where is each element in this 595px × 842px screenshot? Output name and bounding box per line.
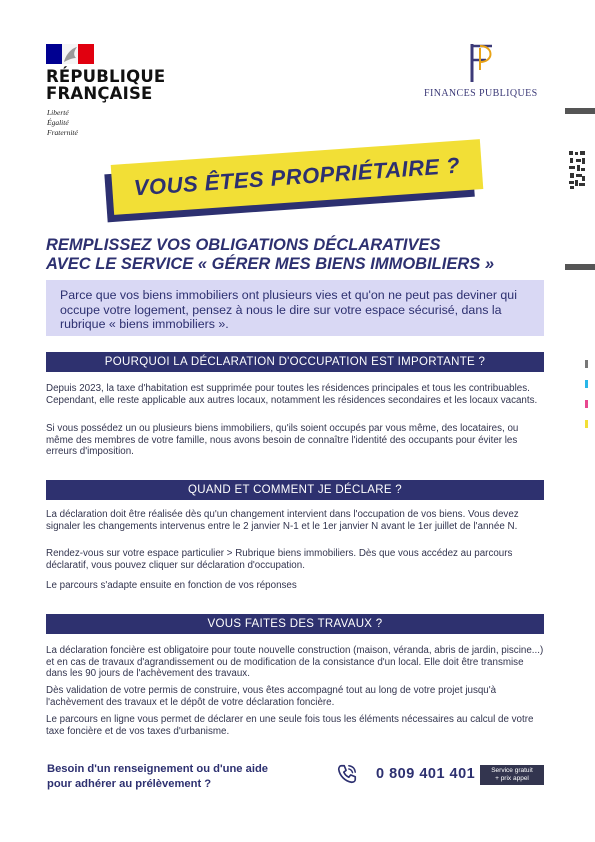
scan-edge-mark-bottom bbox=[565, 264, 595, 270]
section-quand-paragraph-2: Rendez-vous sur votre espace particulier > Rubrique biens immobiliers. Dès que vous accédez au parcours déclaratif, vous pouvez cliquer sur déclaration d'occupation. bbox=[46, 548, 513, 571]
section-title-travaux: VOUS FAITES DES TRAVAUX ? bbox=[46, 614, 544, 634]
rf-line2: FRANÇAISE bbox=[46, 84, 153, 103]
headline-line1: REMPLISSEZ VOS OBLIGATIONS DÉCLARATIVES bbox=[46, 236, 441, 254]
scan-edge-mark-top bbox=[565, 108, 595, 114]
section-title-occupation: POURQUOI LA DÉCLARATION D'OCCUPATION EST IMPORTANTE ? bbox=[46, 352, 544, 372]
section-occupation-paragraph-1: Depuis 2023, la taxe d'habitation est supprimée pour toutes les résidences principales et tous les contribuables. Cependant, elle reste applicable aux autres locaux, notamment les résidences secondaires et les locaux vacants. bbox=[46, 383, 538, 406]
section-occupation-paragraph-2: Si vous possédez un ou plusieurs biens immobiliers, qu'ils soient occupés par vous même, des locataires, ou même des membres de votre famille, nous avons besoin de connaître l'identité des occupants pour éviter les erreurs d'imposition. bbox=[46, 423, 519, 458]
badge-line1: Service gratuit bbox=[491, 767, 533, 774]
marianne-logo-icon bbox=[46, 44, 94, 64]
section-travaux-paragraph-1: La déclaration foncière est obligatoire pour toute nouvelle construction (maison, véranda, abris de jardin, piscine...) et en cas de travaux d'agrandissement ou de modification de la consistance d'un local. Elle doit être transmise dans les 90 jours de l'achèvement des travaux. bbox=[46, 645, 544, 680]
section-travaux-paragraph-2: Dès validation de votre permis de construire, vous êtes accompagné tout au long de votre projet jusqu'à l'achèvement des travaux et le dépôt de votre déclaration foncière. bbox=[46, 685, 497, 708]
section-travaux-paragraph-3: Le parcours en ligne vous permet de déclarer en une seule fois tous les éléments nécessaires au calcul de votre taxe foncière et de vos taxes d'urbanisme. bbox=[46, 714, 534, 737]
rf-motto bbox=[47, 108, 78, 138]
headline bbox=[46, 236, 494, 274]
qr-code-icon bbox=[568, 150, 586, 190]
phone-icon bbox=[336, 763, 358, 785]
contact-line2: pour adhérer au prélèvement ? bbox=[47, 778, 212, 790]
intro-box bbox=[46, 280, 544, 336]
section-quand-paragraph-1: La déclaration doit être réalisée dès qu'un changement intervient dans l'occupation de vos biens. Vous devez signaler les changements intervenus entre le 2 janvier N-1 et le 1er janvier N avant le 1er juillet de l'année N. bbox=[46, 509, 519, 532]
contact-text bbox=[47, 762, 268, 792]
section-quand-paragraph-3: Le parcours s'adapte ensuite en fonction de vos réponses bbox=[46, 580, 297, 591]
finances-publiques-logo-icon bbox=[458, 40, 502, 84]
headline-line2: AVEC LE SERVICE « GÉRER MES BIENS IMMOBILIERS » bbox=[46, 255, 495, 273]
rf-line1: RÉPUBLIQUE bbox=[46, 67, 166, 86]
motto-fraternite: Fraternité bbox=[47, 128, 78, 137]
print-color-marks bbox=[585, 360, 590, 440]
motto-egalite: Égalité bbox=[47, 118, 69, 127]
section-title-quand-comment: QUAND ET COMMENT JE DÉCLARE ? bbox=[46, 480, 544, 500]
title-banner bbox=[111, 139, 484, 215]
finances-publiques-label: FINANCES PUBLIQUES bbox=[424, 88, 538, 99]
motto-liberte: Liberté bbox=[47, 108, 69, 117]
phone-number[interactable]: 0 809 401 401 bbox=[376, 766, 476, 782]
contact-line1: Besoin d'un renseignement ou d'une aide bbox=[47, 763, 269, 775]
service-gratuit-badge bbox=[480, 765, 544, 785]
republique-francaise-title bbox=[46, 68, 165, 102]
banner-title: VOUS ÊTES PROPRIÉTAIRE ? bbox=[132, 152, 461, 201]
badge-line2: + prix appel bbox=[495, 775, 529, 782]
intro-text: Parce que vos biens immobiliers ont plusieurs vies et qu'on ne peut pas deviner qui occupe votre logement, pensez à nous le dire sur votre espace sécurisé, dans la rubrique « biens immobiliers ». bbox=[60, 288, 517, 331]
